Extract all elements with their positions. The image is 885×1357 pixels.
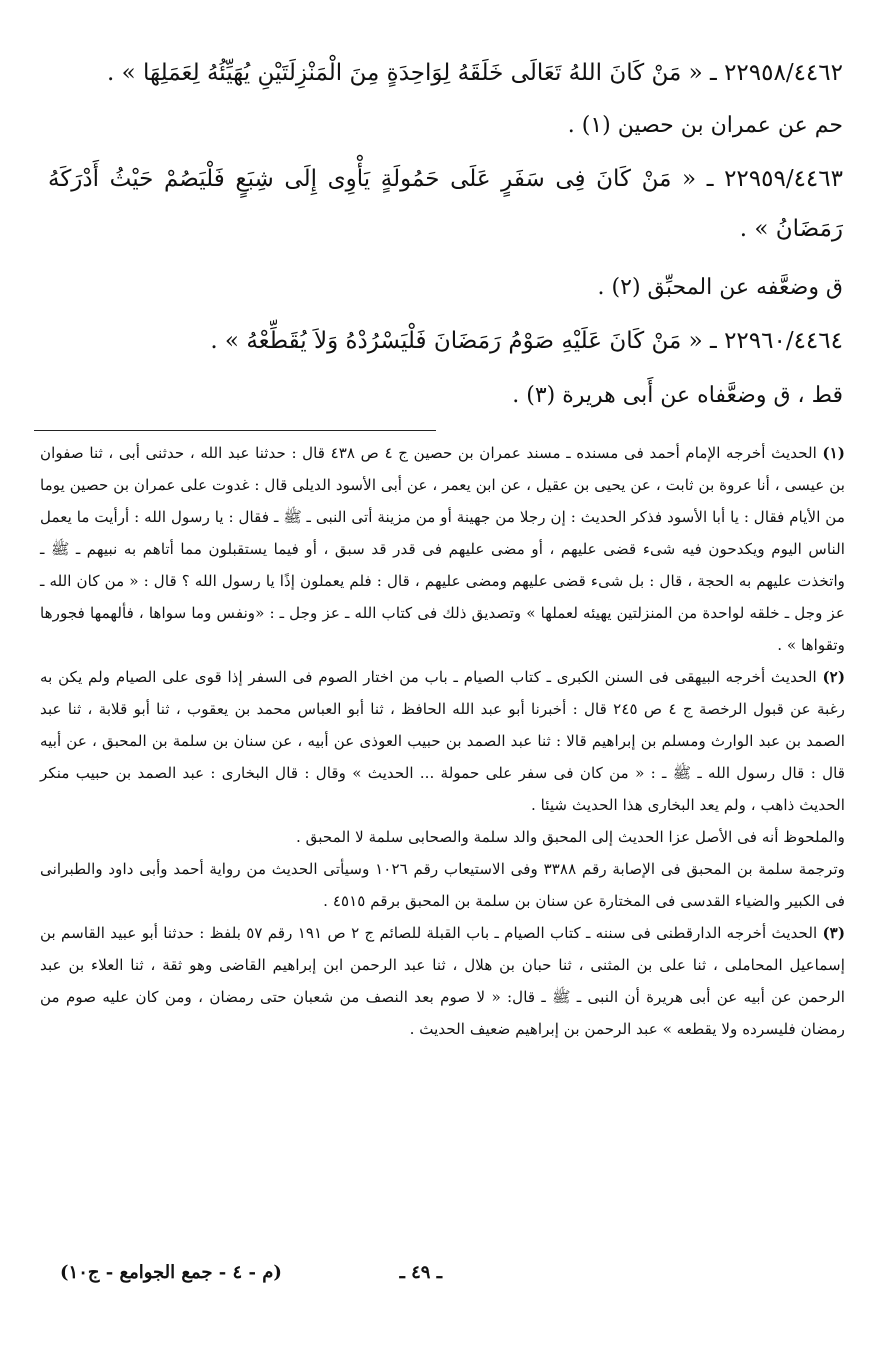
footnote-1 bbox=[40, 437, 845, 661]
footnote-3-number: (٣) bbox=[822, 924, 845, 942]
page-footer bbox=[60, 1262, 837, 1292]
hadith-source-4464: قط ، ق وضعَّفاه عن أَبى هريرة (٣) . bbox=[512, 383, 843, 408]
footnotes bbox=[40, 437, 845, 1045]
footnote-divider bbox=[34, 430, 436, 431]
footnote-2-text: الحديث أخرجه البيهقى فى السنن الكبرى ـ كتاب الصيام ـ باب من اختار الصوم فى السفر إذا قوى على الصيام ولم يكن به رغبة عن قبول الرخصة ج ٤ ص ٢٤٥ قال : أخبرنا أبو عبد الله الحافظ ، ثنا أبو العباس محمد بن يعقوب ، ثنا أبو قلابة ، ثنا عبد الصمد بن عبد الوارث ومسلم بن إبراهيم قالا : ثنا عبد الصمد بن حبيب العوذى عن أبيه ، عن سنان بن سلمة بن المحبق ، عن أبيه قال : قال رسول الله ـ ﷺ ـ : « من كان فى سفر على حمولة ... الحديث » وقال : قال البخارى : عبد الصمد بن حبيب منكر الحديث ذاهب ، ولم يعد البخارى هذا الحديث شيئا . bbox=[40, 668, 845, 814]
footnote-3 bbox=[40, 917, 845, 1045]
hadith-source-4463: ق وضعَّفه عن المحبِّق (٢) . bbox=[597, 275, 843, 300]
page-number: ـ ٤٩ ـ bbox=[399, 1262, 442, 1283]
hadith-entry-4463: ٢٢٩٥٩/٤٤٦٣ ـ « مَنْ كَانَ فِى سَفَرٍ عَلَى حَمُولَةٍ يَأْوِى إِلَى شِبَعٍ فَلْيَصُمْ حَيْثُ أَدْرَكَهُ رَمَضَانُ » . bbox=[48, 166, 843, 242]
footnote-3-text: الحديث أخرجه الدارقطنى فى سننه ـ كتاب الصيام ـ باب القبلة للصائم ج ٢ ص ١٩١ رقم ٥٧ بلفظ : حدثنا أبو عبيد القاسم بن إسماعيل المحاملى ، ثنا على بن المثنى ، ثنا حبان بن هلال ، ثنا عبد الرحمن ابن إبراهيم القاضى وهو ثقة ، ثنا العلاء بن عبد الرحمن عن أبيه عن أبى هريرة أن النبى ـ ﷺ ـ قال: « لا صوم بعد النصف من شعبان حتى رمضان ، ومن كان عليه صوم من رمضان فليسرده ولا يقطعه » عبد الرحمن بن إبراهيم ضعيف الحديث . bbox=[40, 924, 845, 1038]
volume-signature: (م - ٤ - جمع الجوامع - ج١٠) bbox=[60, 1262, 282, 1283]
hadith-entry-4464: ٢٢٩٦٠/٤٤٦٤ ـ « مَنْ كَانَ عَلَيْهِ صَوْمُ رَمَضَانَ فَلْيَسْرُدْهُ وَلاَ يُقَطِّعْهُ » . bbox=[210, 328, 843, 354]
footnote-2-remark: والملحوظ أنه فى الأصل عزا الحديث إلى المحبق والد سلمة والصحابى سلمة لا المحبق . bbox=[295, 828, 845, 846]
footnote-2-number: (٢) bbox=[822, 668, 845, 686]
footnote-2-reference: وترجمة سلمة بن المحبق فى الإصابة رقم ٣٣٨٨ وفى الاستيعاب رقم ١٠٢٦ وسيأتى الحديث من رواية أحمد وأبى داود والطبرانى فى الكبير والضياء القدسى فى المختارة عن سنان بن سلمة بن المحبق برقم ٤٥١٥ . bbox=[40, 860, 846, 910]
footnote-2 bbox=[40, 661, 845, 821]
footnote-1-text: الحديث أخرجه الإمام أحمد فى مسنده ـ مسند عمران بن حصين ج ٤ ص ٤٣٨ قال : حدثنا عبد الله ، حدثنى أبى ، ثنا صفوان بن عيسى ، أنا عروة بن ثابت ، عن يحيى بن عقيل ، عن ابن يعمر ، عن أبى الأسود الديلى قال : غدوت على عمران بن حصين يوما من الأيام فقال : يا أبا الأسود فذكر الحديث : إن رجلا من جهينة أو من مزينة أتى النبى ـ ﷺ ـ فقال : يا رسول الله : أرأيت ما يعمل الناس اليوم ويكدحون فيه شىء قضى عليهم ، أو مضى عليهم فى قدر قد سبق ، أو فيما يستقبلون مما أتاهم به نبيهم ـ ﷺ ـ واتخذت عليهم به الحجة ، قال : بل شىء قضى عليهم ومضى عليهم ، قال : فلم يعملون إذًا يا رسول الله ؟ قال : « من كان الله ـ عز وجل ـ خلقه لواحدة من المنزلتين يهيئه لعملها » وتصديق ذلك فى كتاب الله ـ عز وجل ـ : «ونفس وما سواها ، فألهمها فجورها وتقواها » . bbox=[40, 444, 845, 654]
hadith-source-4462: حم عن عمران بن حصين (١) . bbox=[567, 113, 843, 138]
hadith-entry-4462: ٢٢٩٥٨/٤٤٦٢ ـ « مَنْ كَانَ اللهُ تَعَالَى خَلَقَهُ لِوَاحِدَةٍ مِنَ الْمَنْزِلَتَيْنِ يُهَيِّئُهُ لِعَمَلِهَا » . bbox=[107, 60, 843, 86]
hadith-entries bbox=[48, 46, 843, 422]
footnote-1-number: (١) bbox=[822, 444, 845, 462]
